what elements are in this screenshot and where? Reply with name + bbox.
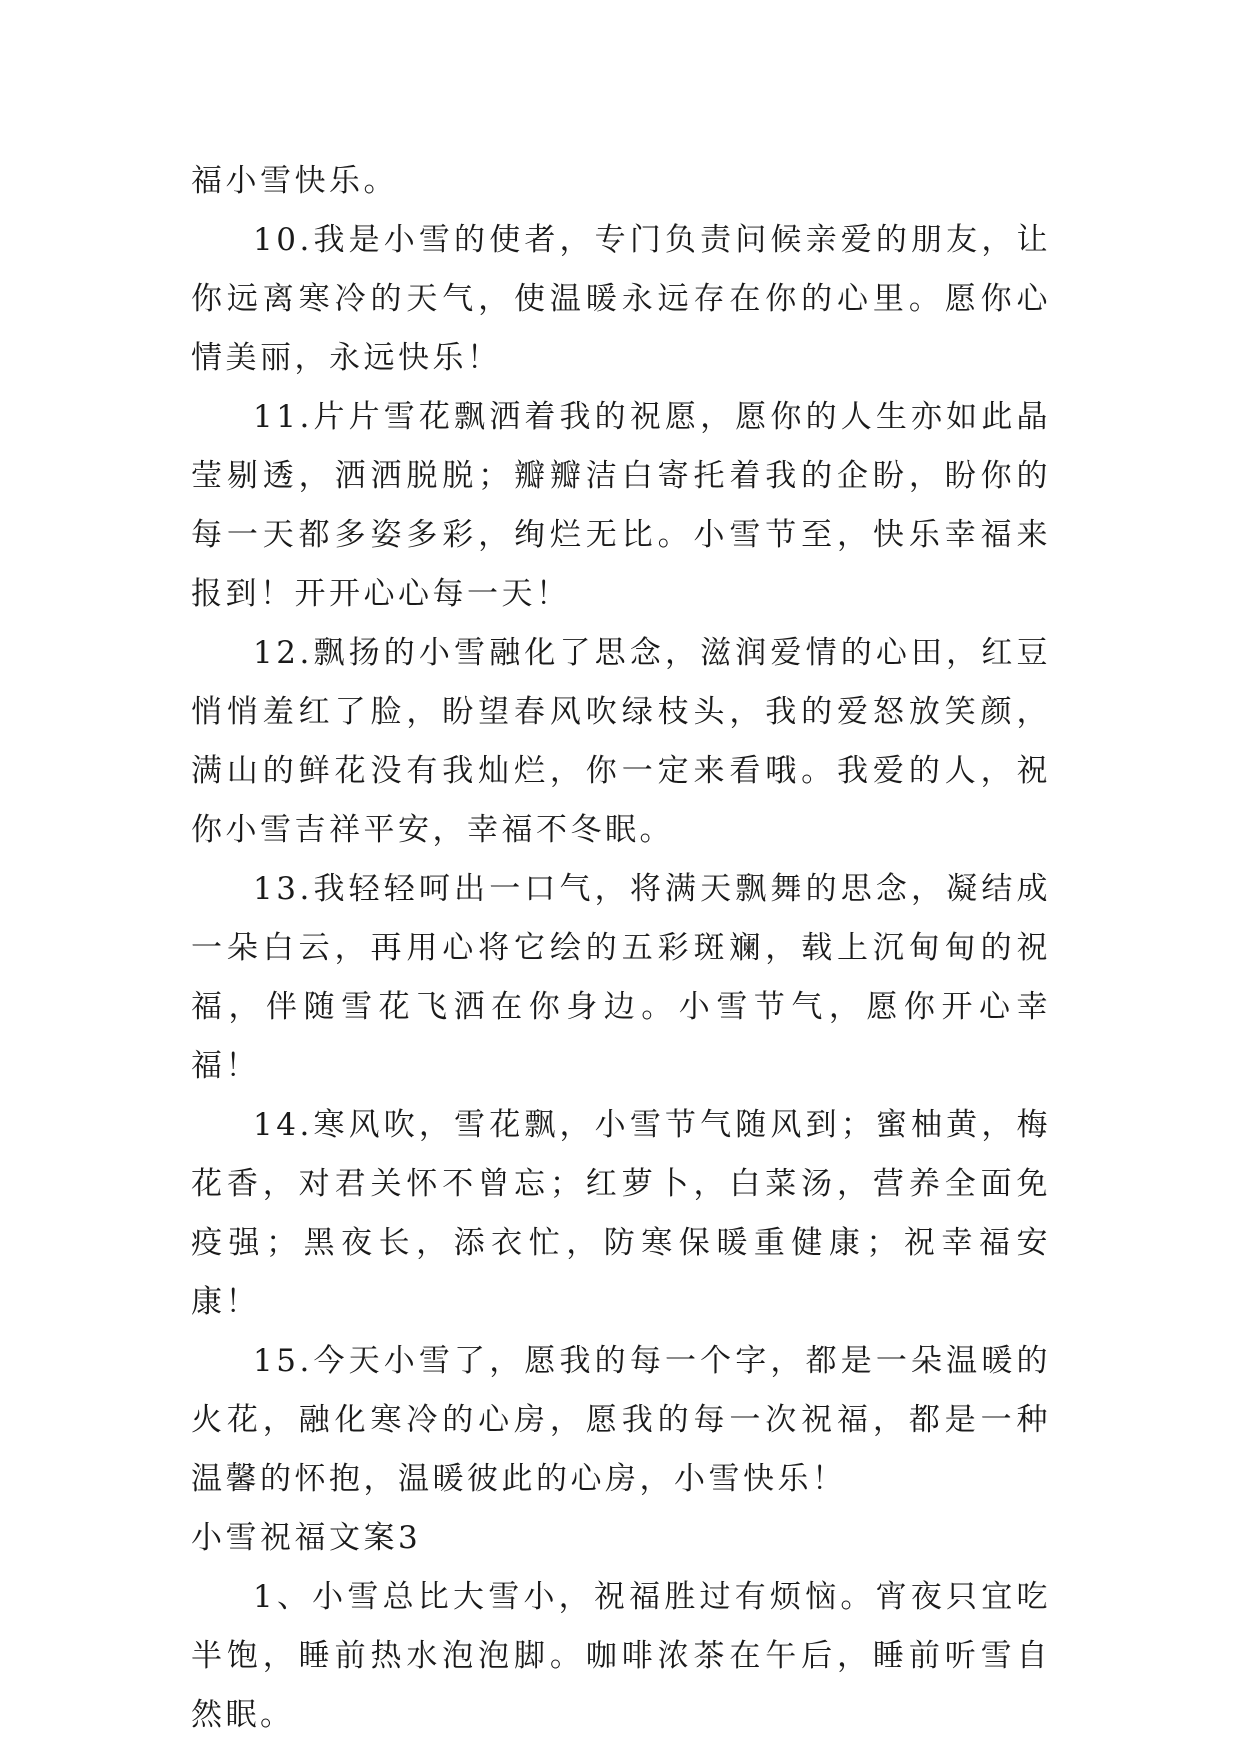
paragraph-continuation: 福小雪快乐。	[191, 163, 398, 199]
paragraph-item-14: 14.寒风吹，雪花飘，小雪节气随风到；蜜柚黄，梅花香，对君关怀不曾忘；红萝卜，白菜汤，营养全面免疫强；黑夜长，添衣忙，防寒保暖重健康；祝幸福安康！	[191, 1107, 1051, 1320]
section-paragraph-item-1: 1、小雪总比大雪小，祝福胜过有烦恼。宵夜只宜吃半饱，睡前热水泡泡脚。咖啡浓茶在午后，睡前听雪自然眠。	[191, 1579, 1051, 1733]
paragraph-item-11: 11.片片雪花飘洒着我的祝愿，愿你的人生亦如此晶莹剔透，洒洒脱脱；瓣瓣洁白寄托着我的企盼，盼你的每一天都多姿多彩，绚烂无比。小雪节至，快乐幸福来报到！开开心心每一天！	[191, 399, 1051, 612]
paragraph-item-12: 12.飘扬的小雪融化了思念，滋润爱情的心田，红豆悄悄羞红了脸，盼望春风吹绿枝头，我的爱怒放笑颜，满山的鲜花没有我灿烂，你一定来看哦。我爱的人，祝你小雪吉祥平安，幸福不冬眠。	[191, 635, 1051, 848]
paragraph-item-10: 10.我是小雪的使者，专门负责问候亲爱的朋友，让你远离寒冷的天气，使温暖永远存在你的心里。愿你心情美丽，永远快乐！	[191, 222, 1051, 376]
paragraph-item-13: 13.我轻轻呵出一口气，将满天飘舞的思念，凝结成一朵白云，再用心将它绘的五彩斑斓，载上沉甸甸的祝福，伴随雪花飞洒在你身边。小雪节气，愿你开心幸福！	[191, 871, 1051, 1084]
section-heading: 小雪祝福文案3	[191, 1520, 422, 1556]
paragraph-item-15: 15.今天小雪了，愿我的每一个字，都是一朵温暖的火花，融化寒冷的心房，愿我的每一次祝福，都是一种温馨的怀抱，温暖彼此的心房，小雪快乐！	[191, 1343, 1051, 1497]
document-body	[191, 152, 1051, 1745]
